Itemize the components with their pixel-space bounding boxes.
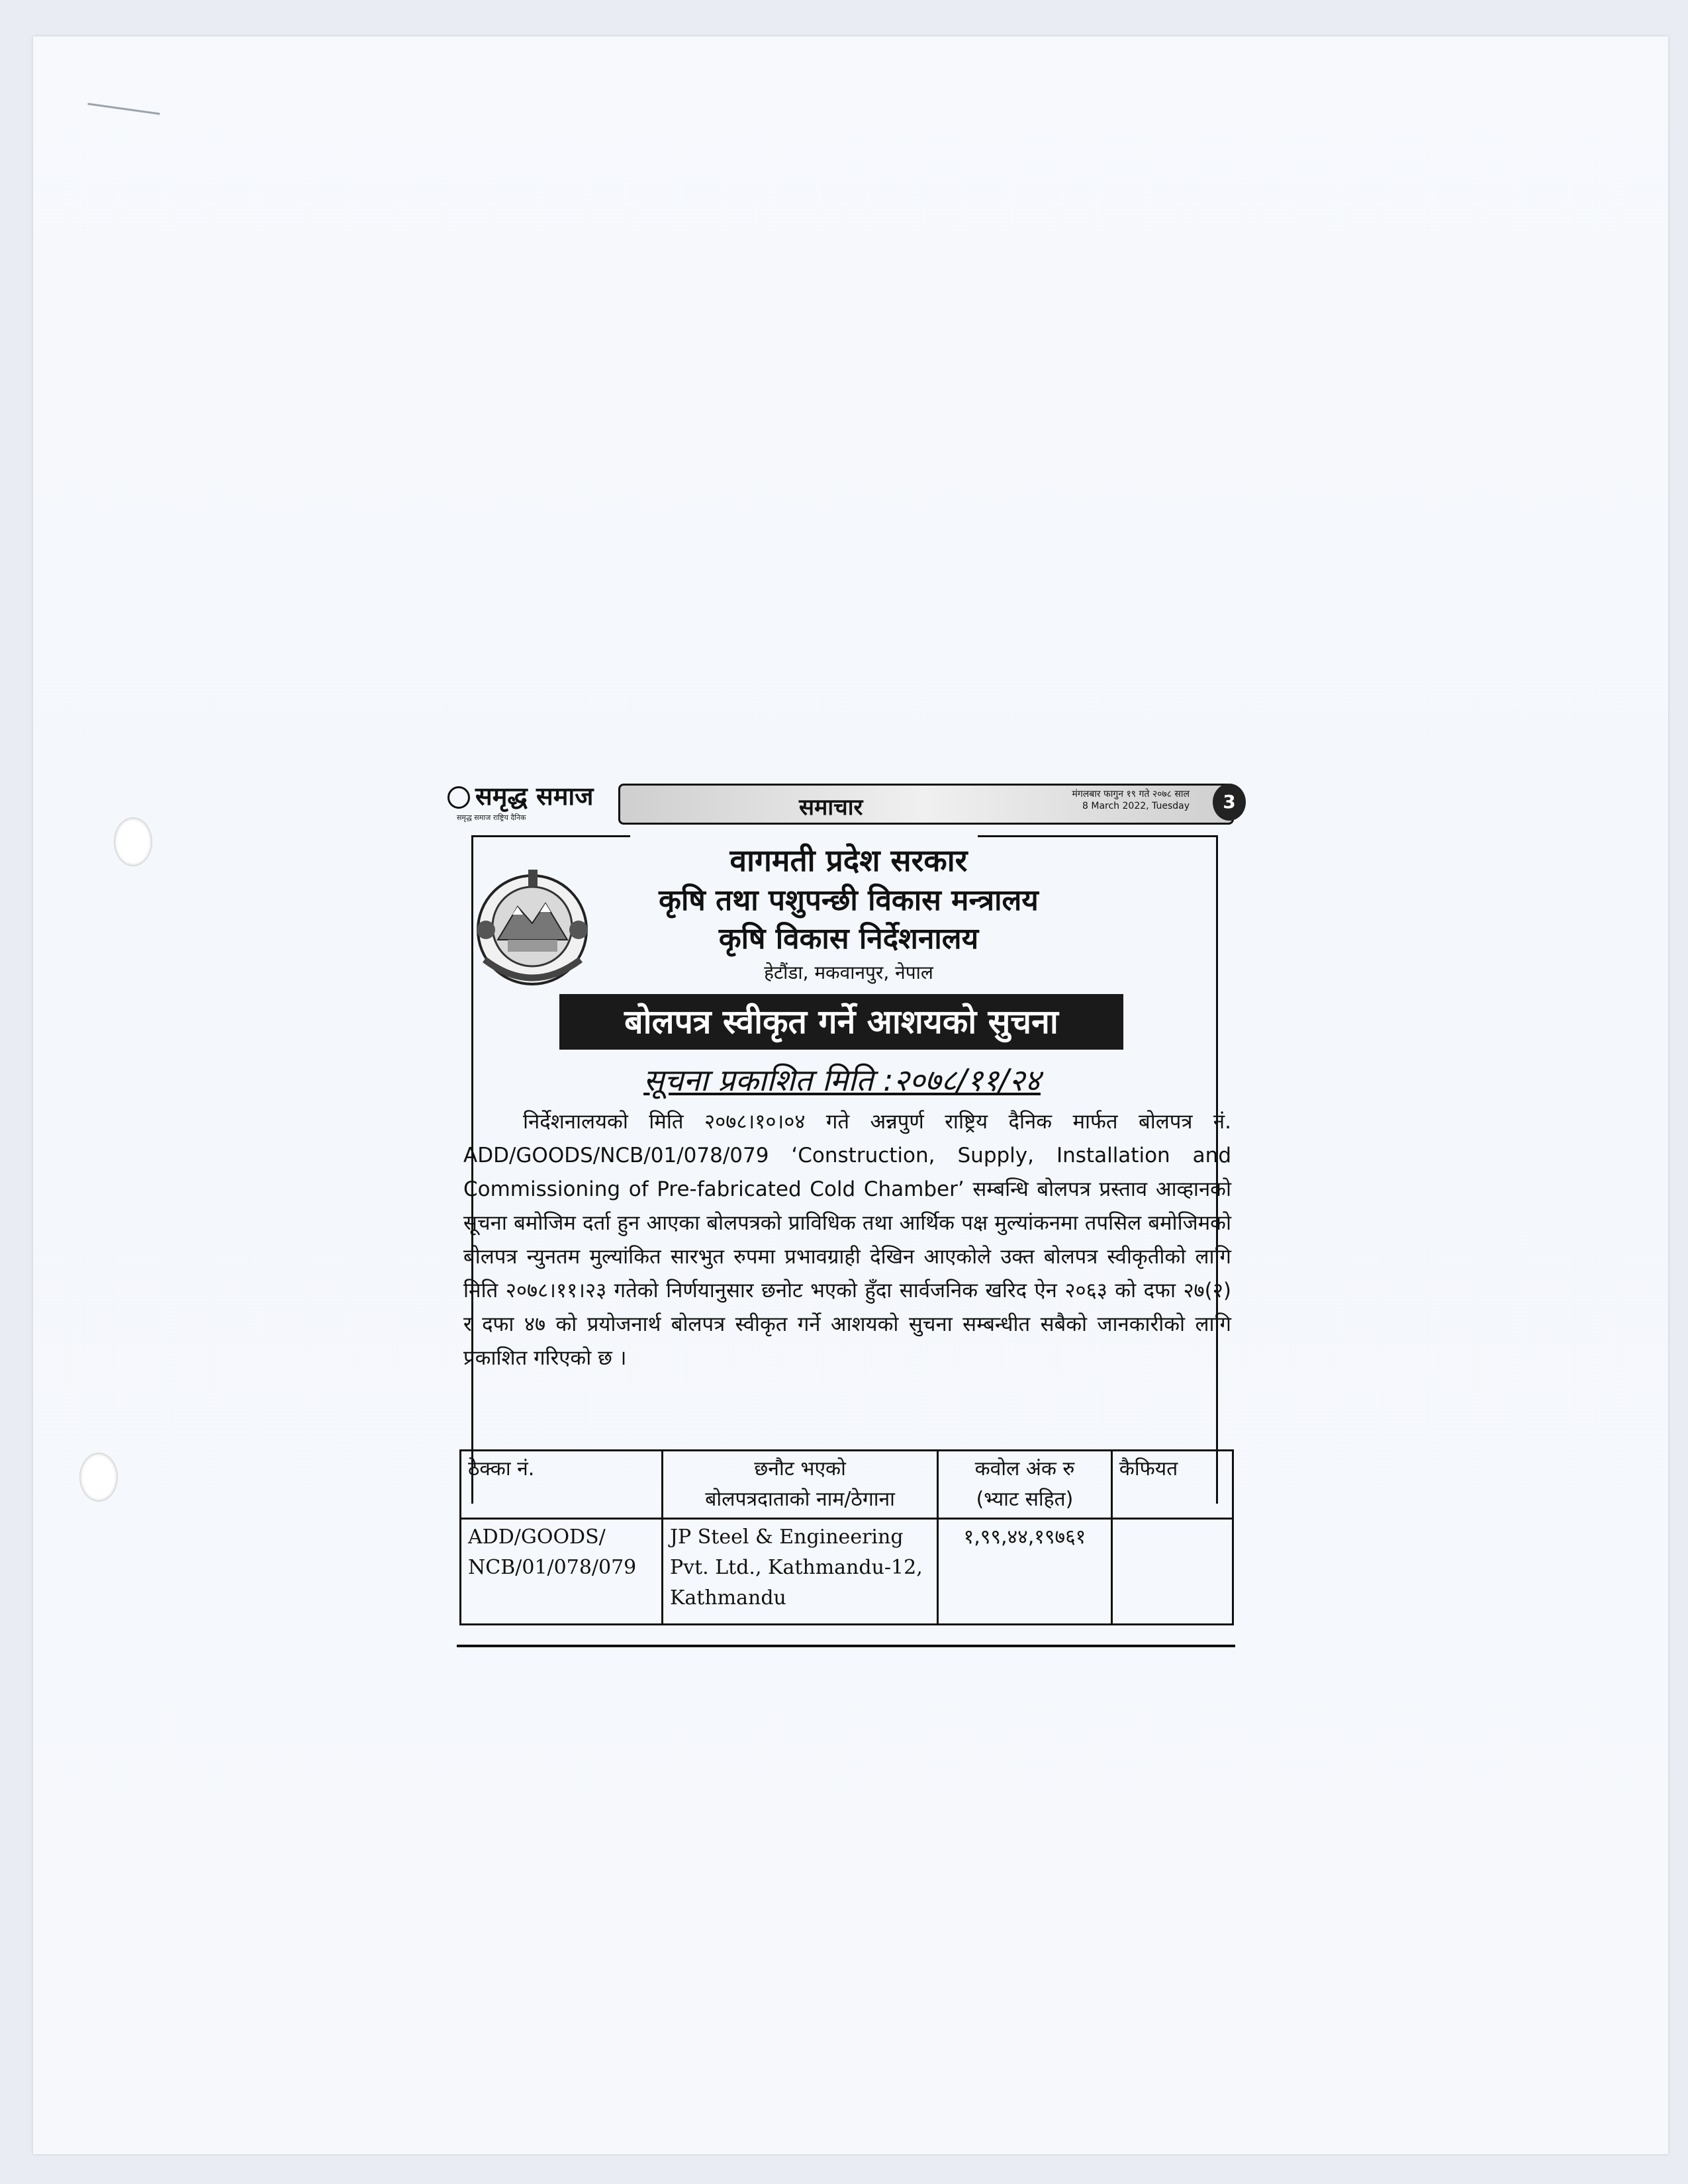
scan-mark: [87, 103, 160, 114]
office-address: हेटौंडा, मकवानपुर, नेपाल: [764, 962, 933, 983]
punch-hole-top: [114, 817, 152, 866]
selected-bidder-table: [459, 1449, 1234, 1625]
cell-amount: १,९९,४४,१९७६१: [938, 1519, 1112, 1625]
notice-body-text: निर्देशनालयको मिति २०७८।१०।०४ गते अन्नपुर्ण राष्ट्रिय दैनिक मार्फत बोलपत्र नं. ADD/GOODS/NCB/01/078/079 ‘Construction, Supply, Installation and Commissioning of Pre-fabricated Cold Chamber’ सम्बन्धि बोलपत्र प्रस्ताव आव्हानको सूचना बमोजिम दर्ता हुन आएका बोलपत्रको प्राविधिक तथा आर्थिक पक्ष मुल्यांकनमा तपसिल बमोजिमको बोलपत्र न्युनतम मुल्यांकित सारभुत रुपमा प्रभावग्राही देखिन आएकोले उक्त बोलपत्र स्वीकृतीको लागि मिति २०७८।११।२३ गतेको निर्णयानुसार छनोट भएको हुँदा सार्वजनिक खरिद ऐन २०६३ को दफा २७(२) र दफा ४७ को प्रयोजनार्थ बोलपत्र स्वीकृत गर्ने आशयको सुचना सम्बन्धीत सबैको जानकारीको लागि प्रकाशित गरिएको छ ।: [463, 1110, 1231, 1370]
table-header-row: [461, 1451, 1233, 1519]
cell-bidder: JP Steel & Engineering Pvt. Ltd., Kathmandu-12, Kathmandu: [662, 1519, 937, 1625]
frame-top-right-line: [978, 835, 1218, 837]
directorate-heading: कृषि विकास निर्देशनालय: [718, 922, 979, 956]
cell-remarks: [1111, 1519, 1233, 1625]
section-name: समाचार: [799, 794, 863, 821]
punch-hole-bottom: [79, 1453, 118, 1502]
newspaper-seal-icon: [447, 786, 470, 809]
newspaper-logo: [445, 781, 624, 829]
notice-body: [463, 1105, 1231, 1375]
masthead-bar: [618, 784, 1234, 825]
issue-date-english: 8 March 2022, Tuesday: [1082, 801, 1190, 811]
frame-top-left-line: [471, 835, 630, 837]
notice-title: बोलपत्र स्वीकृत गर्ने आशयको सुचना: [559, 994, 1123, 1050]
issue-date-nepali: मंगलबार फागुन १९ गते २०७८ साल: [1072, 789, 1190, 799]
table-row: [461, 1519, 1233, 1625]
cell-contract-no: ADD/GOODS/ NCB/01/078/079: [461, 1519, 663, 1625]
publication-date: सूचना प्रकाशित मिति :२०७८/११/२४: [643, 1062, 1041, 1098]
ministry-heading: कृषि तथा पशुपन्छी विकास मन्त्रालय: [659, 884, 1039, 917]
page-number: 3: [1213, 784, 1246, 821]
header-amount: कवोल अंक रु (भ्याट सहित): [938, 1451, 1112, 1519]
frame-bottom-line: [457, 1645, 1235, 1647]
newspaper-name: समृद्ध समाज: [475, 781, 594, 811]
header-remarks: कैफियत: [1111, 1451, 1233, 1519]
government-heading: वागमती प्रदेश सरकार: [729, 842, 968, 878]
newspaper-masthead: [445, 781, 1246, 835]
issue-date: [1072, 788, 1190, 812]
header-bidder: छनौट भएको बोलपत्रदाताको नाम/ठेगाना: [662, 1451, 937, 1519]
header-contract-no: ठेक्का नं.: [461, 1451, 663, 1519]
newspaper-subtitle: समृद्ध समाज राष्ट्रिय दैनिक: [457, 813, 526, 822]
newspaper-clipping: [445, 781, 1246, 1655]
